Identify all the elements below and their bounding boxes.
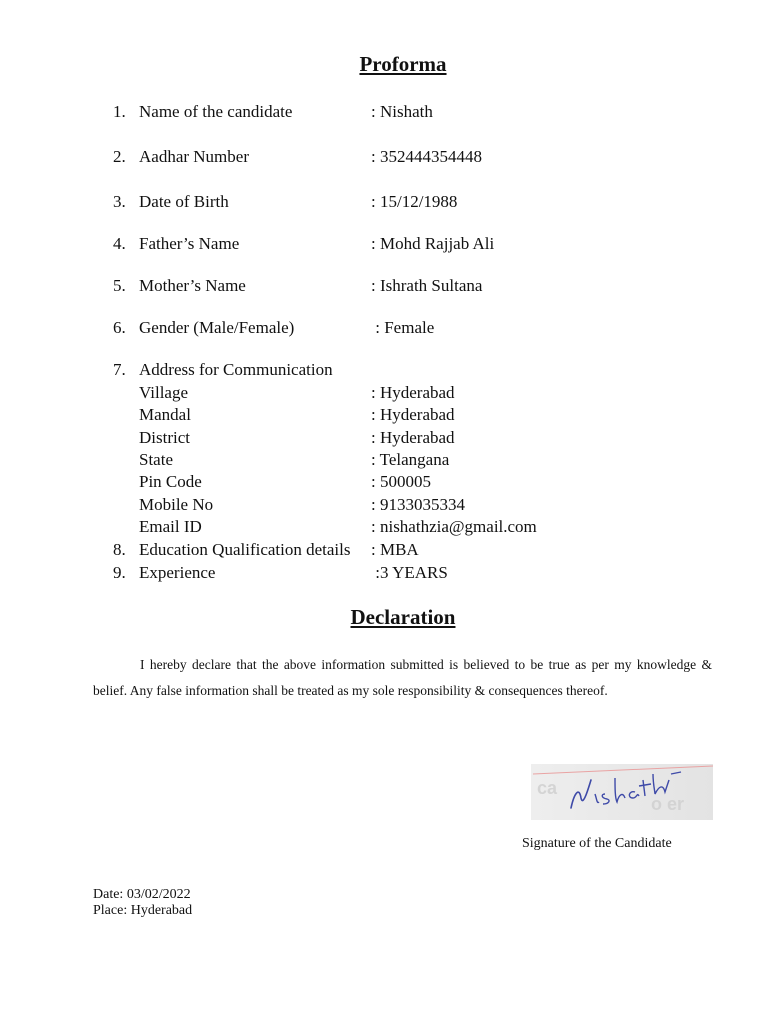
- item-number: 8.: [113, 540, 126, 559]
- item-label: Father’s Name: [139, 234, 240, 253]
- address-value: : Hyderabad: [371, 405, 455, 424]
- form-row-experience: [0, 563, 768, 587]
- item-number: 2.: [113, 147, 126, 166]
- item-number: 3.: [113, 192, 126, 211]
- address-value: : 500005: [371, 472, 431, 491]
- address-row-village: [0, 383, 768, 407]
- address-row-email: [0, 517, 768, 541]
- address-label: District: [139, 428, 190, 447]
- item-number: 6.: [113, 318, 126, 337]
- item-value: : 15/12/1988: [371, 192, 458, 211]
- declaration-title: Declaration: [350, 605, 456, 629]
- address-value: : Hyderabad: [371, 428, 455, 447]
- item-label: Date of Birth: [139, 192, 229, 211]
- item-number: 9.: [113, 563, 126, 582]
- form-row-name: [0, 102, 768, 126]
- svg-text:o er: o er: [651, 794, 685, 814]
- address-label: Email ID: [139, 517, 202, 536]
- item-value: : Mohd Rajjab Ali: [371, 234, 495, 253]
- form-row-education: [0, 540, 768, 564]
- item-label: Aadhar Number: [139, 147, 249, 166]
- item-value: : Ishrath Sultana: [371, 276, 483, 295]
- item-number: 1.: [113, 102, 126, 121]
- address-label: State: [139, 450, 173, 469]
- item-label: Address for Communication: [139, 360, 333, 379]
- item-value: :3 YEARS: [371, 563, 448, 582]
- address-row-district: [0, 428, 768, 452]
- address-label: Mandal: [139, 405, 191, 424]
- item-number: 7.: [113, 360, 126, 379]
- item-label: Mother’s Name: [139, 276, 246, 295]
- address-row-mobile: [0, 495, 768, 519]
- form-row-address-heading: [0, 360, 768, 384]
- address-row-state: [0, 450, 768, 474]
- address-value: : 9133035334: [371, 495, 465, 514]
- address-value: : Telangana: [371, 450, 450, 469]
- address-value: : Hyderabad: [371, 383, 455, 402]
- form-row-father: [0, 234, 768, 258]
- form-row-gender: [0, 318, 768, 342]
- item-number: 4.: [113, 234, 126, 253]
- item-value: : Female: [371, 318, 435, 337]
- address-label: Mobile No: [139, 495, 214, 514]
- date-line: Date: 03/02/2022: [93, 887, 191, 902]
- address-label: Village: [139, 383, 189, 402]
- proforma-title: Proforma: [359, 52, 447, 76]
- signature-caption: Signature of the Candidate: [522, 836, 672, 851]
- item-value: : Nishath: [371, 102, 433, 121]
- place-line: Place: Hyderabad: [93, 903, 193, 918]
- form-row-dob: [0, 192, 768, 216]
- address-row-mandal: [0, 405, 768, 429]
- item-number: 5.: [113, 276, 126, 295]
- form-row-aadhar: [0, 147, 768, 171]
- item-value: : 352444354448: [371, 147, 482, 166]
- item-label: Education Qualification details: [139, 540, 351, 559]
- address-row-pincode: [0, 472, 768, 496]
- declaration-text: I hereby declare that the above information submitted is believed to be true as per my knowledge & belief. Any false information shall be treated as my sole responsibility & consequences thereof.: [93, 657, 712, 698]
- address-value: : nishathzia@gmail.com: [371, 517, 537, 536]
- item-label: Experience: [139, 563, 216, 582]
- item-label: Gender (Male/Female): [139, 318, 295, 337]
- svg-text:ca: ca: [537, 778, 558, 798]
- address-label: Pin Code: [139, 472, 202, 491]
- item-label: Name of the candidate: [139, 102, 293, 121]
- signature-image: [531, 764, 713, 820]
- item-value: : MBA: [371, 540, 419, 559]
- form-row-mother: [0, 276, 768, 300]
